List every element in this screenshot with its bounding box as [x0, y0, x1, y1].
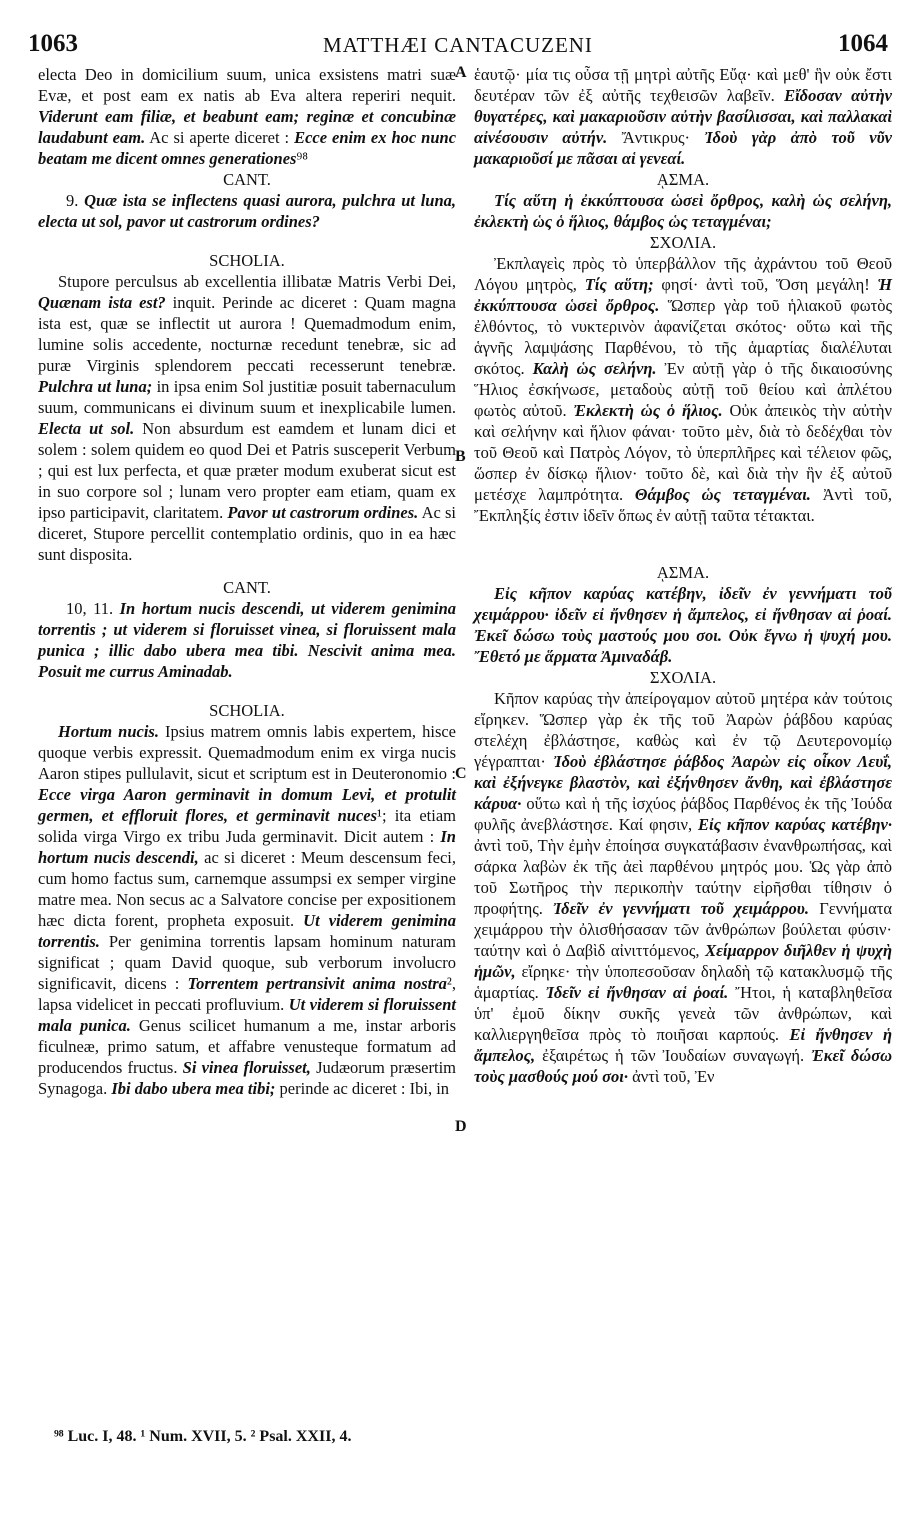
verse-9: 9. Quæ ista se inflectens quasi aurora, pulchra ut luna, electa ut sol, pavor ut castrorum ordines?	[38, 191, 457, 231]
latin-column	[38, 64, 456, 1099]
footnote-ref: ⁹⁸	[296, 149, 308, 168]
greek-verse-9: Τίς αὕτη ἡ ἐκκύπτουσα ὡσεὶ ὄρθρος, καλὴ ὡς σελήνη, ἐκλεκτὴ ὡς ὁ ἥλιος, θάμβος ὡς τεταγμέναι;	[474, 191, 892, 231]
page-header	[28, 30, 888, 64]
cant-heading: CANT.	[223, 170, 271, 189]
margin-marker-c: C	[455, 765, 467, 782]
margin-marker-d: D	[455, 1118, 467, 1135]
latin-paragraph: electa Deo in domicilium suum, unica exsistens matri suæ Evæ, et post eam ex natis ab Eva altera reperiri nequit. Viderunt eam filiæ, et beabunt eam; reginæ et concubinæ laudabunt eam. Ac si aperte diceret : Ecce enim ex hoc nunc beatam me dicent omnes generationes⁹⁸	[38, 65, 457, 168]
greek-scholia-heading: ΣΧΟΛΙΑ.	[649, 668, 717, 687]
greek-paragraph: ἑαυτῷ· μία τις οὖσα τῇ μητρὶ αὐτῆς Εὔᾳ· καὶ μεθ' ἣν οὐκ ἔστι δευτέραν τῶν ἐξ αὐτῆς τεχθεισῶν λαβεῖν. Εἴδοσαν αὐτὴν θυγατέρες, καὶ μακαριοῦσιν αὐτὴν βασίλισσαι, καὶ παλλακαὶ αἰνέσουσιν αὐτήν. Ἄντικρυς· Ἰδοὺ γὰρ ἀπὸ τοῦ νῦν μακαριοῦσί με πᾶσαι αἱ γενεαί.	[474, 65, 893, 168]
margin-marker-a: A	[455, 64, 467, 81]
cant-heading: CANT.	[223, 578, 271, 597]
footnotes: ⁹⁸ Luc. I, 48. ¹ Num. XVII, 5. ² Psal. XXII, 4.	[54, 1428, 352, 1445]
asma-heading: ᾼΣΜΑ.	[656, 563, 710, 582]
running-title: MATTHÆI CANTACUZENI	[323, 33, 593, 57]
footnote-ref: ²	[446, 974, 452, 993]
greek-verse-10-11: Εἰς κῆπον καρύας κατέβην, ἰδεῖν ἐν γεννήματι τοῦ χειμάρρου· ἰδεῖν εἰ ἤνθησεν ἡ ἄμπελος, εἰ ἤνθησαν αἱ ῥοαί. Ἐκεῖ δώσω τοὺς μαστούς μου σοι. Οὐκ ἔγνω ἡ ψυχή μου. Ἔθετό με ἅρματα Ἀμιναδάβ.	[474, 584, 892, 666]
verse-10-11: 10, 11. In hortum nucis descendi, ut viderem genimina torrentis ; ut viderem si floruisset vinea, si floruissent mala punica ; illic dabo ubera mea tibi. Nescivit anima mea. Posuit me currus Aminadab.	[38, 599, 457, 681]
greek-scholia-text: Ἐκπλαγεὶς πρὸς τὸ ὑπερβάλλον τῆς ἀχράντου τοῦ Θεοῦ Λόγου μητρὸς, Τίς αὕτη; φησί· ἀντὶ τοῦ, Ὅση μεγάλη! Ἡ ἐκκύπτουσα ὡσεὶ ὄρθρος. Ὥσπερ γὰρ τοῦ ἡλιακοῦ φωτὸς ἐλθόντος, τὸ νυκτερινὸν ἀφανίζεται σκότος· οὕτω καὶ τῆς ἁγνῆς λαμψάσης Παρθένου, τὸ τῆς ἁμαρτίας διαλέλυται σκότος. Καλὴ ὡς σελήνη. Ἐν αὐτῇ γὰρ ὁ τῆς δικαιοσύνης Ἥλιος ἐσκήνωσε, μεταδοὺς αὐτῇ τοῦ θείου καὶ ἀπλέτου φωτὸς αὐτοῦ. Ἐκλεκτὴ ὡς ὁ ἥλιος. Οὐκ ἀπεικὸς τὴν αὐτὴν καὶ σελήνην καὶ ἥλιον φάναι· τοῦτο μὲν, διὰ τὸ δεδέχθαι τὸν τοῦ Θεοῦ καὶ Πατρὸς Λόγον, τὸ ὑπερπλῆρες καὶ τέλειον φῶς, ὥσπερ ἐν δίσκῳ ἥλιον· τοῦτο δὲ, καὶ διὰ τὴν ἣν ἐξ αὐτοῦ μετέσχε λαμπρότητα. Θάμβος ὡς τεταγμέναι. Ἀντὶ τοῦ, Ἔκπληξίς ἐστιν ἰδεῖν ὅπως ἐν αὐτῇ ταῦτα τέτακται.	[474, 254, 893, 525]
footnote-ref: ¹	[377, 806, 382, 825]
page-number-right: 1064	[838, 30, 888, 57]
margin-marker-b: B	[455, 448, 466, 465]
greek-scholia-text: Κῆπον καρύας τὴν ἀπείρογαμον αὐτοῦ μητέρα κἀν τούτοις εἴρηκεν. Ὥσπερ γὰρ ἐκ τῆς τοῦ Ἀαρὼν ῥάβδου καρύας στελέχη ἐβλάστησε, καθὼς καὶ ἐν τῷ Δευτερονομίῳ γέγραπται· Ἰδοὺ ἐβλάστησε ῥάβδος Ἀαρὼν εἰς οἶκον Λευΐ, καὶ ἐξήνεγκε βλαστὸν, καὶ ἐξήνθησεν ἄνθη, καὶ ἐβλάστησε κάρυα· οὕτω καὶ ἡ τῆς ἰσχύος ῥάβδος Παρθένος ἐκ τῆς Ἰούδα φυλῆς ἀνεβλάστησε. Καί φησιν, Εἰς κῆπον καρύας κατέβην· ἀντὶ τοῦ, Τὴν ἐμὴν ἐποίησα συγκατάβασιν ἐνανθρωπήσας, καὶ σάρκα λαβὼν ἐκ τῆς ἀεὶ παρθένου μητρός μου. Ὡς γὰρ ἀπὸ τοῦ Σωτῆρος τὴν περικοπὴν ταύτην εἰρῆσθαι τίθησιν ὁ προφήτης. Ἰδεῖν ἐν γεννήματι τοῦ χειμάρρου. Γεννήματα χειμάρρου τὴν ὀλισθήσασαν τῶν ἀνθρώπων βούλεται φύσιν· ταύτην καὶ ὁ Δαβὶδ αἰνιττόμενος, Χείμαρρον διῆλθεν ἡ ψυχὴ ἡμῶν, εἴρηκε· τὴν ὑποπεσοῦσαν δηλαδὴ τῷ κατακλυσμῷ τῆς ἁμαρτίας. Ἰδεῖν εἰ ἤνθησαν αἱ ῥοαί. Ἤτοι, ἡ καταβληθεῖσα ὑπ' ἐμοῦ δίκην συκῆς γενεὰ τῶν ἀνθρώπων, καὶ καλλιεργηθεῖσα πρὸς τὸ ποιῆσαι καρπούς. Εἰ ἤνθησεν ἡ ἄμπελος, ἐξαιρέτως ἡ τῶν Ἰουδαίων συναγωγή. Ἐκεῖ δώσω τοὺς μασθούς μού σοι· ἀντὶ τοῦ, Ἐν	[474, 689, 893, 1086]
scholia-text: Hortum nucis. Ipsius matrem omnis labis expertem, hisce quoque verbis expressit. Quemadmodum enim ex virga nucis Aaron stipes pullulavit, sicut et scriptum est in Deuteronomio : Ecce virga Aaron germinavit in domum Levi, et protulit germen, et effloruit flores, et germinavit nuces¹; ita etiam solida virga Virgo ex tribu Juda germinavit. Dicit autem : In hortum nucis descendi, ac si diceret : Meum descensum feci, cum homo factus sum, carnemque assumpsi ex semper virgine matre mea. Non secus ac a Salvatore concise per expositionem hæc dicta forent, propheta exposuit. Ut viderem genimina torrentis. Per genimina torrentis lapsam hominum naturam significat ; quam David quoque, sub verborum involucro significavit, dicens : Torrentem pertransivit anima nostra², lapsa videlicet in peccati profluvium. Ut viderem si floruissent mala punica. Genus scilicet humanum a me, instar arboris ficulneæ, primo satum, et affabre venusteque formatum ad producendos fructus. Si vinea floruisset, Judæorum præsertim Synagoga. Ibi dabo ubera mea tibi; perinde ac diceret : Ibi, in	[38, 722, 457, 1098]
scholia-heading: SCHOLIA.	[209, 251, 285, 270]
scholia-text: Stupore perculsus ab excellentia illibatæ Matris Verbi Dei, Quænam ista est? inquit. Perinde ac diceret : Quam magna ista est, quæ se inflectit ut aurora ! Quemadmodum enim, lumine solis accedente, nocturnæ recedunt tenebræ, sic ad puræ Virginis splendorem peccati recesserunt tenebræ. Pulchra ut luna; in ipsa enim Sol justitiæ posuit tabernaculum suum, communicans ei divinum suum et inexplicabile lumen. Electa ut sol. Non absurdum est eamdem et lunam dici et solem : solem quidem eo quod Dei et Patris susceperit Verbum ; qui est lux perfecta, et quæ præter modum exuberat sicut est in suo corpore sol ; lunam vero propter eam etiam, quam ex ipso participavit, claritatem. Pavor ut castrorum ordines. Ac si diceret, Stupore percellit contemplatio ordinis, quo in ea hæc sunt disposita.	[38, 272, 456, 564]
asma-heading: ᾼΣΜΑ.	[656, 170, 710, 189]
greek-scholia-heading: ΣΧΟΛΙΑ.	[649, 233, 717, 252]
page-number-left: 1063	[28, 30, 78, 57]
scholia-heading: SCHOLIA.	[209, 701, 285, 720]
greek-column	[474, 64, 892, 1087]
